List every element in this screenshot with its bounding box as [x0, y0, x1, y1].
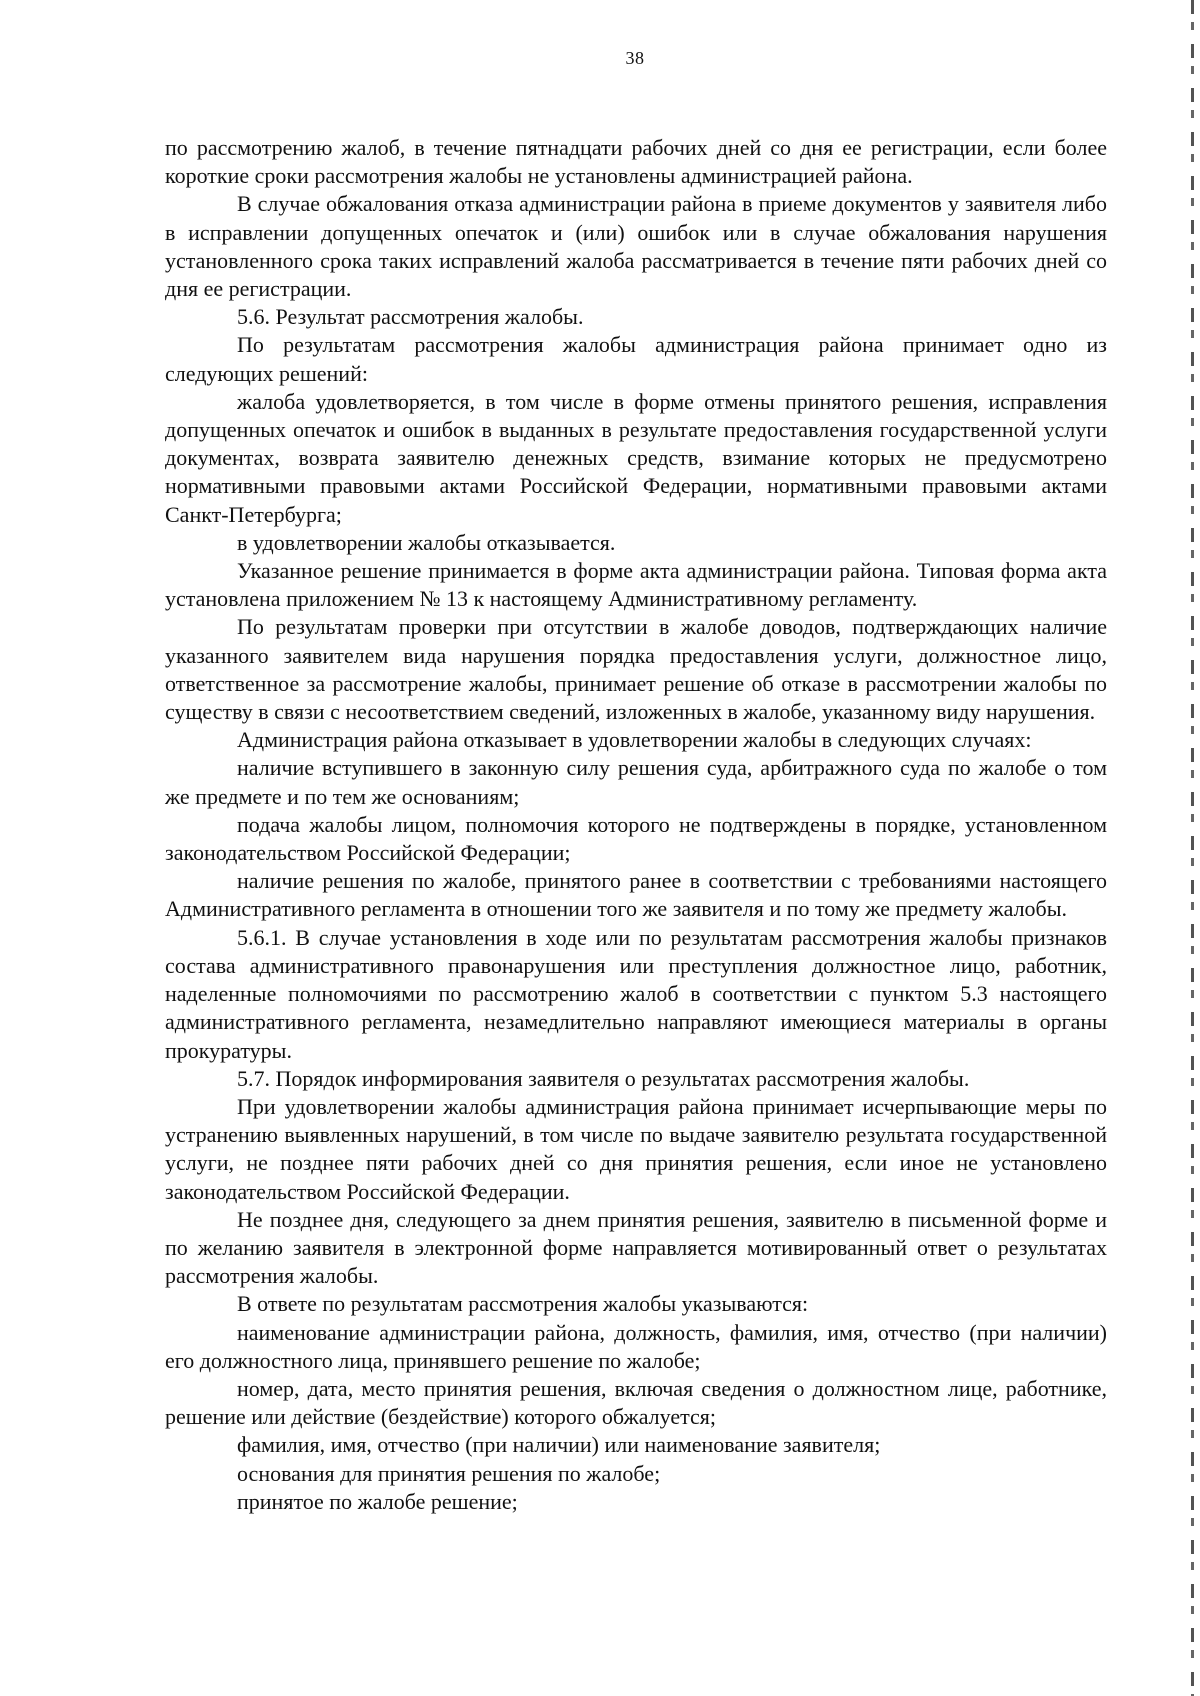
paragraph: По результатам рассмотрения жалобы администрация района принимает одно из следующих решений:: [165, 332, 1107, 386]
list-item: номер, дата, место принятия решения, включая сведения о должностном лице, работнике, решение или действие (бездействие) которого обжалуется;: [165, 1375, 1107, 1430]
list-item: наименование администрации района, должность, фамилия, имя, отчество (при наличии) его должностного лица, принявшего решение по жалобе;: [165, 1319, 1107, 1373]
list-item: основания для принятия решения по жалобе;: [237, 1460, 661, 1486]
section-heading: 5.7. Порядок информирования заявителя о результатах рассмотрения жалобы.: [237, 1065, 970, 1091]
paragraph: Не позднее дня, следующего за днем принятия решения, заявителю в письменной форме и по желанию заявителя в электронной форме направляется мотивированный ответ о результатах рассмотрения жалобы.: [165, 1206, 1107, 1289]
paragraph: При удовлетворении жалобы администрация района принимает исчерпывающие меры по устранению выявленных нарушений, в том числе по выдаче заявителю результата государственной услуги, не позднее пяти рабочих дней со дня принятия решения, если иное не установлено законодательством Российской Федерации.: [165, 1093, 1107, 1204]
document-body: [165, 134, 1107, 1516]
list-item: фамилия, имя, отчество (при наличии) или наименование заявителя;: [237, 1432, 881, 1458]
paragraph: В случае обжалования отказа администрации района в приеме документов у заявителя либо в исправлении допущенных опечаток и (или) ошибок или в случае обжалования нарушения установленного срока таких исправлений жалоба рассматривается в течение пяти рабочих дней со дня ее регистрации.: [165, 191, 1107, 302]
list-item: жалоба удовлетворяется, в том числе в форме отмены принятого решения, исправления допущенных опечаток и ошибок в выданных в результате предоставления государственной услуги документах, возврата заявителю денежных средств, взимание которых не предусмотрено нормативными правовыми актами Российской Федерации, нормативными правовыми актами Санкт-Петербурга;: [165, 388, 1107, 527]
paragraph: В ответе по результатам рассмотрения жалобы указываются:: [237, 1291, 809, 1317]
list-item: принятое по жалобе решение;: [237, 1488, 518, 1514]
section-heading: 5.6.1. В случае установления в ходе или по результатам рассмотрения жалобы признаков состава административного правонарушения или преступления должностное лицо, работник, наделенные полномочиями по рассмотрению жалоб в соответствии с пунктом 5.3 настоящего административного регламента, незамедлительно направляют имеющиеся материалы в органы прокуратуры.: [165, 924, 1107, 1063]
paragraph: по рассмотрению жалоб, в течение пятнадцати рабочих дней со дня ее регистрации, если более короткие сроки рассмотрения жалобы не установлены администрацией района.: [165, 135, 1107, 189]
list-item: в удовлетворении жалобы отказывается.: [237, 529, 616, 555]
paragraph: По результатам проверки при отсутствии в жалобе доводов, подтверждающих наличие указанного заявителем вида нарушения порядка предоставления услуги, должностное лицо, ответственное за рассмотрение жалобы, принимает решение об отказе в рассмотрении жалобы по существу в связи с несоответствием сведений, изложенных в жалобе, указанному виду нарушения.: [165, 614, 1107, 725]
section-heading: 5.6. Результат рассмотрения жалобы.: [237, 304, 584, 330]
scan-edge-artifact: [1191, 0, 1194, 1696]
paragraph: Указанное решение принимается в форме акта администрации района. Типовая форма акта установлена приложением № 13 к настоящему Административному регламенту.: [165, 558, 1107, 612]
list-item: наличие вступившего в законную силу решения суда, арбитражного суда по жалобе о том же предмете и по тем же основаниям;: [165, 755, 1107, 809]
page-number: 38: [625, 48, 645, 68]
paragraph: Администрация района отказывает в удовлетворении жалобы в следующих случаях:: [237, 727, 1032, 753]
list-item: наличие решения по жалобе, принятого ранее в соответствии с требованиями настоящего Административного регламента в отношении того же заявителя и по тому же предмету жалобы.: [165, 868, 1107, 922]
list-item: подача жалобы лицом, полномочия которого не подтверждены в порядке, установленном законодательством Российской Федерации;: [165, 811, 1107, 866]
